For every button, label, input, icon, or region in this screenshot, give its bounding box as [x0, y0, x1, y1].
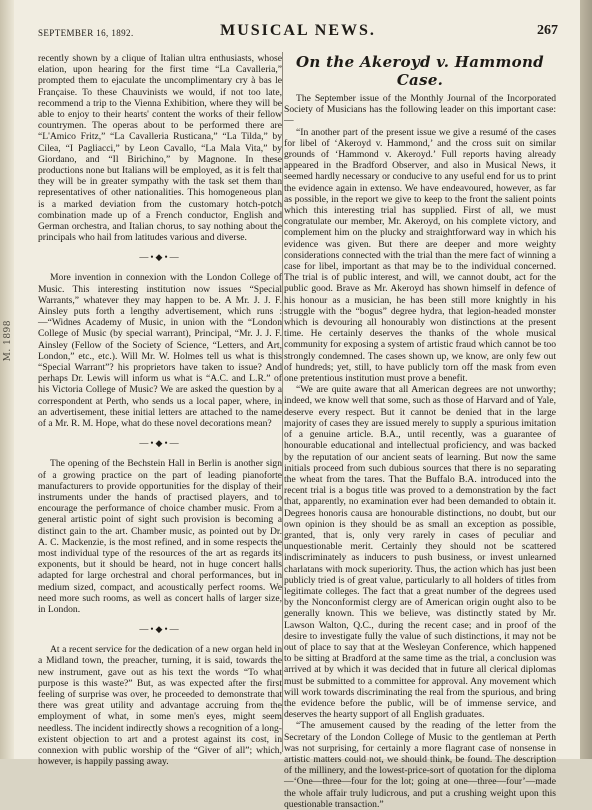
header-date: SEPTEMBER 16, 1892. [38, 28, 134, 38]
section-separator: —•◆•— [139, 252, 181, 263]
left-paragraph-1: recently shown by a clique of Italian ultra enthusiasts, whose elation, upon hearing for the first time “La Cavalleria,” prompted them to ejaculate the uncomplimentary cry à bas le Française. To these Chauvinists we would, if not too late, recommend a trip to the Vienna Exhibition, where they will be able to enjoy to their hearts' content the works of their fellow countrymen. The operas about to be performed there are “L'Amico Fritz,” “La Cavalleria Rusticana,” “La Tilda,” by Cilea, “I Pagliacci,” by Leon Cavallo, “La Mala Vita,” by Giordano, and “Il Birichino,” by Magnone. In these productions none but Italians will be employed, as it is felt that they will be in greater sympathy with the task set them than representatives of other nationalities. This homogeneous plan is a marked deviation from the customary hotch-potch combination made up of a French conductor, English and German orchestra, and Italian chorus, to say nothing about the principals who hail from latitudes various and diverse. [38, 53, 282, 244]
right-paragraph-4: “The amusement caused by the reading of the letter from the Secretary of the London College of Music to the gentleman at Perth was not surprising, for certainly a more flagrant case of nonsense in artistic matters could not, we should think, be found. The description of the millinery, and the lowest-price-sort of quotation for the diploma—‘One—three—four for the lot; going at one—three—four’—made the whole affair truly ludicrous, and put a crushing weight upon this questionable transaction.” [284, 720, 556, 810]
right-paragraph-2: “In another part of the present issue we give a resumé of the cases for libel of ‘Akeroyd v. Hammond,’ and the cross suit on similar grounds of ‘Hammond v. Akeroyd.’ Full reports having already appeared in the Bradford Observer, and also in Musical News, it seemed hardly necessary or conducive to any useful end for us to print the evidence again in extenso. We have endeavoured, however, as far as possible, in the report we give to keep to the front the salient points which this interesting trial has supplied. First of all, we must congratulate our member, Mr. Akeroyd, on his complete victory, and complement him on the plucky and straightforward way in which his evidence was given. But there are deeper and more weighty considerations connected with the trial than the mere fact of winning a case for libel, important as that may be to the individual concerned. The trial is of public interest, and will, we cannot doubt, act for the public good. Brave as Mr. Akeroyd has shown himself in defence of his honour as a musician, he has been still more knightly in his struggle with the “bogus” degree hydra, that legion-headed monster which is devouring all honourably won distinctions at the present time. He certainly deserves the thanks of the whole musical community for exposing a system of artistic fraud which cannot be too strongly condemned. The cases shown up, we know, are only few out of hundreds; yet, still, to have publicly torn off the mask from even one pretentious institution must prove a benefit. [284, 126, 556, 385]
header-title: MUSICAL NEWS. [220, 22, 376, 39]
article-title: On the Akeroyd v. Hammond Case. [296, 53, 544, 89]
left-paragraph-3: The opening of the Bechstein Hall in Berlin is another sign of a growing practice on the part of leading pianoforte manufacturers to provide opportunities for the display of their instruments under the hands of practised players, and to encourage the performance of choice chamber music. From a general artistic point of sight such provision is becoming a distinct gain to the art. Chamber music, as pointed out by Dr. A. C. Mackenzie, is the most refined, and in some respects the most individual type of the resources of the art as regards its exponents, but it should be heard, not in huge concert halls adapted for large orchestral and choral performances, but in medium sized, compact, and acoustically perfect rooms. We need more such rooms, as well as concert halls of larger size, in London. [38, 458, 282, 615]
section-separator: —•◆•— [139, 624, 181, 635]
right-paragraph-1: The September issue of the Monthly Journal of the Incorporated Society of Musicians has the following leader on this important case:— [284, 93, 556, 127]
section-separator: —•◆•— [139, 438, 181, 449]
left-paragraph-2: More invention in connexion with the London College of Music. This interesting institution now issues “Special Warrants,” whatever they may happen to be. A Mr. J. J. F. Ainsley puts forth a lengthy advertisement, which runs :—“Widnes Academy of Music, in union with the “London College of Music (by special warrant), Principal, “Mr. J. J. F. Ainsley (Fellow of the Society of Science, “Letters, and Art, London,” etc., etc.). Will Mr. W. Holmes tell us what is this “Special Warrant”? his proprietors have taken to issue? And perhaps Dr. Lewis will inform us what is “A.C. and L.R.” of his Victoria College of Music? We are asked the question by a correspondent at Perth, who sends us a local paper, where, in an advertisement, these initial letters are attached to the name of a Mr. R. M. Hope, what do these novel decorations mean? [38, 272, 282, 430]
header-page-number: 267 [537, 23, 558, 38]
column-rule [282, 52, 283, 752]
page-header [38, 22, 558, 42]
right-paragraph-3: “We are quite aware that all American degrees are not unworthy; indeed, we know well that some, such as those of Harvard and of Yale, deserve every respect. But it cannot be denied that in the large majority of cases they are issued merely to supply a spurious imitation of a genuine article. B.A., until recently, was a guarantee of honourable educational and intellectual proficiency, and was backed by the reputation of our ancient seats of learning. But now the same initials proceed from such dubious sources that there is no separating the wheat from the tares. That the Buffalo B.A. introduced into the recent trial is a bogus title was proved to a demonstration by the fact that, apparently, no examination ever had been demanded to obtain it. Degrees honoris causa are honourable distinctions, no doubt, but our own opinion is they should be as small an exception as possible, granted, that is, only very rarely in cases of peculiar and unquestionable merit. Certainly they should not be scattered indiscriminately as inducers to push business, or invest unlearned charlatans with mock superiority. Thus, the action which has just been publicly tried is of great value, particularly to all holders of titles from legitimate colleges. The fact that a great number of the degrees used by the Nonconformist clergy are of American origin ought also to be generally known. This we believe, was distinctly stated by Mr. Lawson Walton, Q.C., during the recent case; and in proof of the desire to investigate fully the value of such distinctions, it may not be out of place to say that at the Wesleyan Conference, which happened to be sitting at Bradford at the same time as the trial, a conclusion was arrived at by which it was decided that in future all clerical diplomas must be submitted to a committee for approval. Any movement which will work towards discriminating the real from the spurious, and bring the evidence before the public, will be of immense service, and deserves the hearty support of all English graduates. [284, 384, 556, 721]
left-column [38, 53, 282, 767]
margin-library-mark: M. 1898 [3, 320, 13, 362]
right-column [284, 53, 556, 810]
page-spine [0, 0, 14, 759]
page-edge [580, 0, 592, 759]
left-paragraph-4: At a recent service for the dedication of a new organ held in a Midland town, the preacher, turning, it is said, towards the new instrument, gave out as his text the words “To what purpose is this waste?” But, as was expected after the first feeling of surprise was over, he proceeded to demonstrate that there was great utility and advantage accruing from the employment of what, in some men's eyes, might seem needless. The incident indirectly shows a recognition of a long-existent objection to art and a protest against its cost, in connexion with public worship of the “Giver of all”; which, however, is happily passing away. [38, 644, 282, 768]
